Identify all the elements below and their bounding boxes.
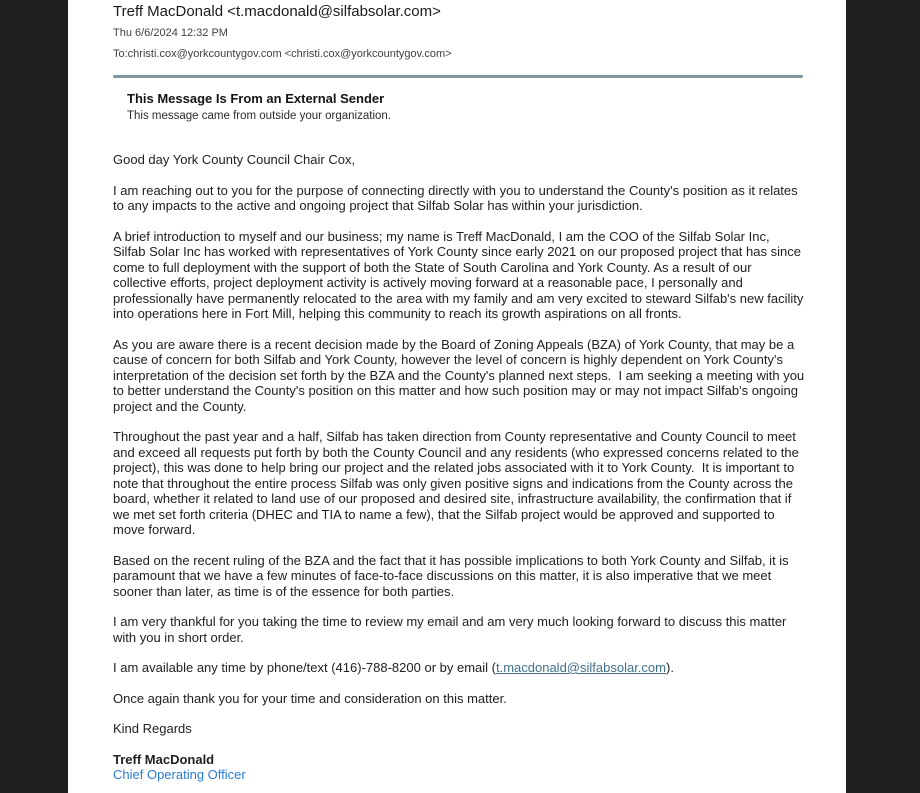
email-reading-pane bbox=[68, 0, 846, 793]
thanks-paragraph: Once again thank you for your time and consideration on this matter. bbox=[113, 690, 507, 706]
body-paragraph-3: As you are aware there is a recent decision made by the Board of Zoning Appeals (BZA) of York County, that may be a cause of concern for both Silfab and York County, however the level of concern is highly dependent on York County's interpretation of the decision set forth by the BZA and the County's planned next steps. I am seeking a meeting with you to better understand the County's position on this matter and how such position may or may not impact Silfab's ongoing project and the County. bbox=[113, 336, 808, 414]
body-paragraph-1: I am reaching out to you for the purpose of connecting directly with you to understand the County's position as it relates to any impacts to the active and ongoing project that Silfab Solar has within your jurisdiction. bbox=[113, 182, 802, 213]
body-paragraph-6: I am very thankful for you taking the time to review my email and am very much looking forward to discuss this matter with you in short order. bbox=[113, 614, 791, 645]
sent-datetime: Thu 6/6/2024 12:32 PM bbox=[113, 27, 228, 39]
body-paragraph-4: Throughout the past year and a half, Silfab has taken direction from County representative and County Council to meet and exceed all requests put forth by both the County Council and any residents (who expressed concerns related to the project), this was done to help bring our project and the related jobs associated with it to York County. It is important to note that throughout the entire process Silfab was only given positive signs and indications from the County across the board, whether it related to land use of our proposed and desired site, infrastructure availability, the confirmation that if we met set forth criteria (DHEC and TIA to name a few), that the Silfab project would be approved and supported to move forward. bbox=[113, 429, 803, 537]
email-address-link[interactable]: t.macdonald@silfabsolar.com bbox=[495, 660, 666, 675]
external-sender-banner bbox=[113, 91, 805, 123]
availability-text-post: ). bbox=[665, 660, 674, 675]
signature-name: Treff MacDonald bbox=[113, 751, 215, 767]
signature-title: Chief Operating Officer bbox=[113, 767, 246, 782]
header-divider bbox=[113, 75, 803, 78]
greeting: Good day York County Council Chair Cox, bbox=[113, 152, 356, 167]
availability-paragraph bbox=[113, 660, 805, 676]
body-paragraph-2: A brief introduction to myself and our business; my name is Treff MacDonald, I am the COO of the Silfab Solar Inc, Silfab Solar Inc has worked with representatives of York County since early 2021 on our proposed project that has since come to full deployment with the support of both the State of South Carolina and York County. As a result of our collective efforts, project deployment activity is actively moving forward at a reasonable pace, I personally and professionally have permanently relocated to the area with my family and am very excited to steward Silfab's new facility into operations here in Fort Mill, helping this community to reach its growth aspirations on all fronts. bbox=[113, 228, 807, 321]
email-body bbox=[113, 152, 808, 783]
closing-line: Kind Regards bbox=[113, 721, 192, 736]
availability-text-pre: I am available any time by phone/text (416)-788-8200 or by email ( bbox=[113, 660, 496, 675]
sender-line: Treff MacDonald <t.macdonald@silfabsolar.com> bbox=[113, 3, 441, 20]
body-paragraph-5: Based on the recent ruling of the BZA and the fact that it has possible implications to both York County and Silfab, it is paramount that we have a few minutes of face-to-face discussions on this matter, it is also imperative that we meet sooner than later, as time is of the essence for both parties. bbox=[113, 552, 793, 599]
external-banner-subtitle: This message came from outside your organization. bbox=[127, 110, 391, 122]
external-banner-title: This Message Is From an External Sender bbox=[127, 91, 385, 106]
recipient-line: To:christi.cox@yorkcountygov.com <christi.cox@yorkcountygov.com> bbox=[113, 48, 452, 60]
